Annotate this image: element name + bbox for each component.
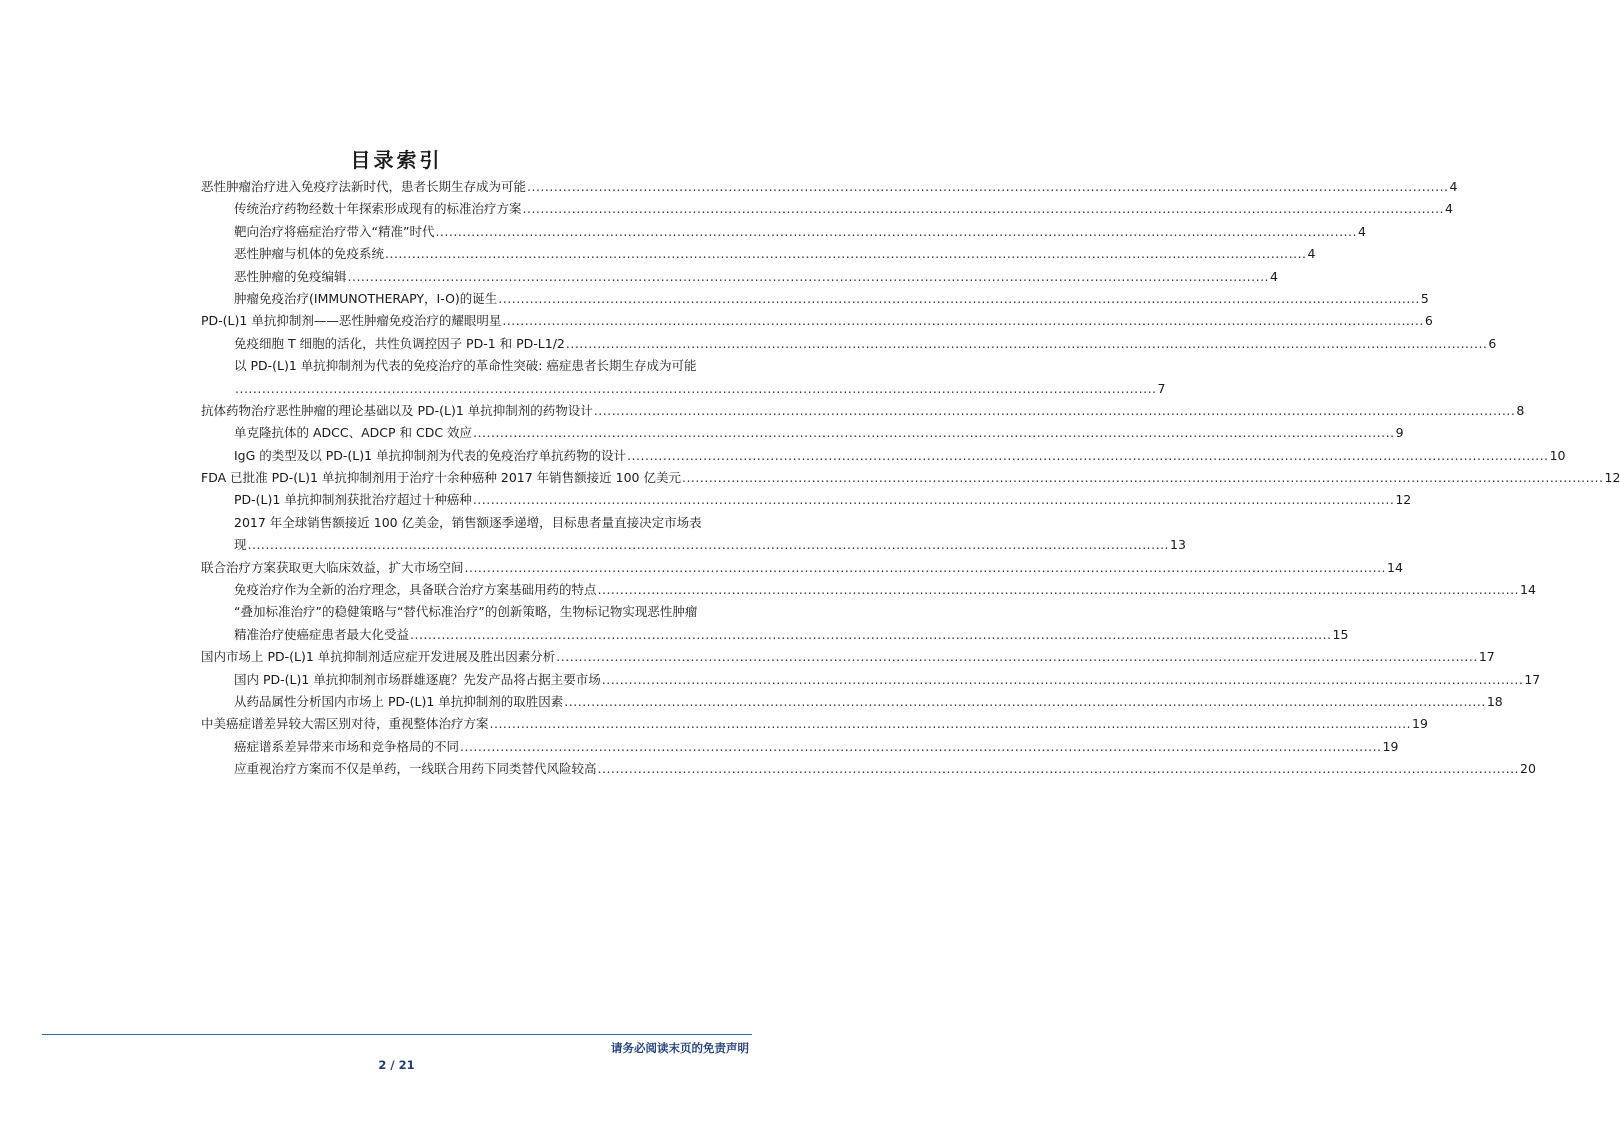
toc-entry-text: 免疫细胞 T 细胞的活化，共性负调控因子 PD-1 和 PD-L1/2 [234, 335, 565, 351]
toc-entry-page: 14 [1520, 582, 1536, 598]
toc-entry-page: 5 [1420, 290, 1429, 306]
toc-title: 目录索引 [350, 148, 443, 172]
toc-entry[interactable] [201, 691, 1503, 713]
toc-entry[interactable] [201, 243, 1316, 265]
toc-entry-text: 联合治疗方案获取更大临床效益，扩大市场空间 [201, 559, 464, 575]
dot-leader [473, 422, 1395, 444]
toc-entry[interactable] [201, 355, 751, 377]
dot-leader [564, 691, 1486, 713]
toc-entry-text: 以 PD-(L)1 单抗抑制剂为代表的免疫治疗的革命性突破: 癌症患者长期生存成为可能 [234, 358, 697, 374]
toc-entry-text: 精准治疗使癌症患者最大化受益 [234, 626, 410, 642]
toc-entry-page: 14 [1387, 559, 1403, 575]
toc-entry-page: 17 [1524, 671, 1541, 687]
toc-entry-text: IgG 的类型及以 PD-(L)1 单抗抑制剂为代表的免疫治疗单抗药物的设计 [234, 447, 627, 463]
dot-leader [473, 489, 1395, 511]
dot-leader [348, 266, 1270, 288]
toc-entry-page: 12 [1395, 492, 1412, 508]
dot-leader [435, 221, 1357, 243]
toc-entry-page: 4 [1357, 223, 1366, 239]
toc-entry-text: 单克隆抗体的 ADCC、ADCP 和 CDC 效应 [234, 425, 473, 441]
toc-entry-page: 6 [1424, 313, 1433, 329]
toc-entry-page: 15 [1332, 626, 1349, 642]
toc-entry[interactable] [201, 669, 1541, 691]
toc-entry-text: 恶性肿瘤治疗进入免疫疗法新时代，患者长期生存成为可能 [201, 179, 527, 194]
toc-entry-text: 现 [234, 537, 247, 553]
toc-entry[interactable] [201, 266, 1278, 288]
dot-leader [527, 176, 1449, 198]
dot-leader [602, 669, 1524, 691]
footer-divider [42, 1034, 752, 1035]
toc-entry[interactable] [201, 646, 1495, 668]
toc-entry[interactable] [201, 310, 1433, 332]
toc-entry-page: 19 [1382, 738, 1399, 754]
dot-leader [594, 400, 1516, 422]
toc-entry-text: PD-(L)1 单抗抑制剂获批治疗超过十种癌种 [234, 492, 472, 508]
dot-leader [502, 310, 1424, 332]
toc-entry-text: “叠加标准治疗”的稳健策略与“替代标准治疗”的创新策略，生物标记物实现恶性肿瘤 [234, 604, 698, 620]
toc-entry-page: 18 [1486, 693, 1503, 709]
toc-entry-text: 癌症谱系差异带来市场和竞争格局的不同 [234, 738, 460, 754]
dot-leader [248, 534, 1170, 556]
dot-leader [523, 198, 1445, 220]
toc-entry[interactable] [201, 489, 1412, 511]
dot-leader [410, 624, 1332, 646]
dot-leader [460, 736, 1382, 758]
toc-entry-page: 20 [1520, 761, 1536, 777]
toc-entry-page: 4 [1270, 268, 1278, 284]
toc-entry-text: PD-(L)1 单抗抑制剂——恶性肿瘤免疫治疗的耀眼明星 [201, 313, 502, 329]
toc-entry[interactable] [201, 445, 1566, 467]
toc-entry-page: 17 [1478, 649, 1495, 665]
toc-entry-page: 10 [1549, 447, 1566, 463]
toc-entry-text: 肿瘤免疫治疗(IMMUNOTHERAPY，I-O)的诞生 [234, 290, 498, 306]
toc-entry[interactable] [201, 601, 751, 623]
dot-leader [566, 333, 1488, 355]
toc-entry[interactable] [201, 624, 1349, 646]
toc-entry-page: 9 [1395, 425, 1404, 441]
toc-entry-text: 2017 年全球销售额接近 100 亿美金，销售额逐季递增，目标患者量直接决定市场表 [234, 514, 702, 530]
dot-leader [598, 579, 1520, 601]
toc-entry[interactable] [201, 198, 1453, 220]
dot-leader [490, 713, 1412, 735]
toc-entry-page: 7 [1157, 380, 1166, 396]
toc-entry[interactable] [201, 422, 1404, 444]
toc-entry[interactable] [201, 400, 1525, 422]
dot-leader [598, 758, 1520, 780]
toc-entry-page: 4 [1445, 201, 1453, 217]
toc-entry-text: 恶性肿瘤的免疫编辑 [234, 268, 347, 284]
toc-entry[interactable] [201, 221, 1366, 243]
toc-entry[interactable] [201, 176, 1458, 198]
toc-entry[interactable] [201, 557, 1403, 579]
toc-entry-text: FDA 已批准 PD-(L)1 单抗抑制剂用于治疗十余种癌种 2017 年销售额接近 100 亿美元 [201, 470, 681, 486]
dot-leader [465, 557, 1387, 579]
toc-entry-page: 4 [1449, 179, 1458, 194]
toc-entry-text: 传统治疗药物经数十年探索形成现有的标准治疗方案 [234, 201, 522, 217]
dot-leader [627, 445, 1549, 467]
toc-entry-text: 国内 PD-(L)1 单抗抑制剂市场群雄逐鹿？先发产品将占据主要市场 [234, 671, 601, 687]
toc-entry[interactable] [201, 758, 1536, 780]
dot-leader [235, 378, 1157, 400]
toc-entry[interactable] [201, 378, 1166, 400]
toc-entry-text: 恶性肿瘤与机体的免疫系统 [234, 246, 385, 262]
toc-entry-page: 19 [1412, 716, 1428, 732]
toc-entry[interactable] [201, 467, 1620, 489]
toc-entry[interactable] [201, 579, 1536, 601]
toc-entry-page: 12 [1604, 470, 1620, 486]
toc-entry-text: 中美癌症谱差异较大需区别对待，重视整体治疗方案 [201, 716, 489, 732]
toc-entry-page: 4 [1307, 246, 1316, 262]
table-of-contents [201, 176, 1620, 781]
toc-entry-text: 免疫治疗作为全新的治疗理念，具备联合治疗方案基础用药的特点 [234, 582, 597, 598]
toc-entry[interactable] [201, 534, 1186, 556]
dot-leader [682, 467, 1604, 489]
toc-entry[interactable] [201, 288, 1429, 310]
toc-entry-text: 国内市场上 PD-(L)1 单抗抑制剂适应症开发进展及胜出因素分析 [201, 649, 556, 665]
toc-entry-page: 6 [1488, 335, 1497, 351]
dot-leader [556, 646, 1478, 668]
toc-entry-text: 靶向治疗将癌症治疗带入“精准”时代 [234, 223, 435, 239]
toc-entry[interactable] [201, 333, 1497, 355]
toc-entry-text: 抗体药物治疗恶性肿瘤的理论基础以及 PD-(L)1 单抗抑制剂的药物设计 [201, 402, 593, 418]
toc-entry[interactable] [201, 713, 1428, 735]
dot-leader [498, 288, 1420, 310]
toc-entry-text: 应重视治疗方案而不仅是单药，一线联合用药下同类替代风险较高 [234, 761, 597, 777]
toc-entry-page: 13 [1170, 537, 1186, 553]
disclaimer-note[interactable]: 请务必阅读末页的免责声明 [611, 1041, 749, 1055]
toc-entry-text: 从药品属性分析国内市场上 PD-(L)1 单抗抑制剂的取胜因素 [234, 693, 564, 709]
dot-leader [385, 243, 1307, 265]
toc-entry[interactable] [201, 512, 751, 534]
toc-entry-page: 8 [1516, 402, 1525, 418]
page-number: 2 / 21 [378, 1058, 415, 1072]
toc-entry[interactable] [201, 736, 1399, 758]
